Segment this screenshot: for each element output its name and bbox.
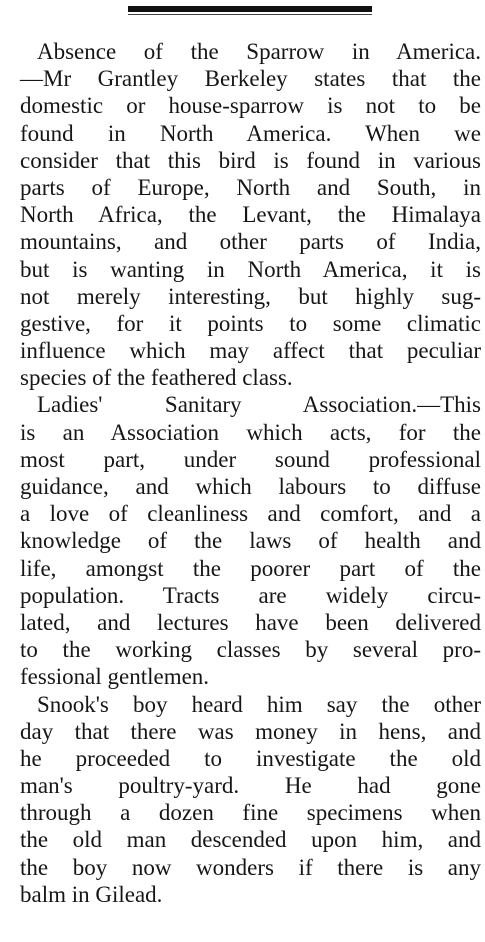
text-line: balm in Gilead. xyxy=(20,881,163,907)
text-line: fessional gentlemen. xyxy=(20,664,210,690)
text-line: a love of cleanliness and comfort, and a xyxy=(20,501,481,527)
paragraph-sparrow xyxy=(20,38,481,391)
top-rule xyxy=(128,6,372,12)
text-line: species of the feathered class. xyxy=(20,365,293,391)
text-line: through a dozen fine specimens when xyxy=(20,800,481,826)
text-line: guidance, and which labours to diffuse xyxy=(20,474,481,499)
text-line: he proceeded to investigate the old xyxy=(20,745,481,771)
text-line: the old man descended upon him, and xyxy=(20,827,481,853)
paragraph-snooks-boy xyxy=(20,691,481,909)
text-line: lated, and lectures have been delivered xyxy=(20,609,481,635)
text-line: Snook's boy heard him say the other xyxy=(37,691,481,717)
text-line: parts of Europe, North and South, in xyxy=(20,174,481,200)
text-line: day that there was money in hens, and xyxy=(20,718,481,744)
text-line: life, amongst the poorer part of the xyxy=(20,555,481,581)
text-line: —Mr Grantley Berkeley states that the xyxy=(20,66,481,92)
text-line: man's poultry-yard. He had gone xyxy=(20,773,481,799)
text-line: influence which may affect that peculiar xyxy=(20,338,481,364)
text-line: to the working classes by several pro- xyxy=(20,637,481,663)
text-line: the boy now wonders if there is any xyxy=(20,854,481,880)
text-line: gestive, for it points to some climatic xyxy=(20,310,481,336)
text-line: domestic or house-sparrow is not to be xyxy=(20,93,481,119)
article-column xyxy=(20,38,481,908)
top-rule-thin xyxy=(128,14,372,15)
text-line: North Africa, the Levant, the Himalaya xyxy=(20,202,481,228)
text-line: mountains, and other parts of India, xyxy=(20,229,481,255)
text-line: consider that this bird is found in various xyxy=(20,147,481,173)
text-line: population. Tracts are widely circu- xyxy=(20,582,481,608)
text-line: Ladies' Sanitary Association.—This xyxy=(37,392,481,418)
text-line: Absence of the Sparrow in America. xyxy=(37,39,481,64)
text-line: not merely interesting, but highly sug- xyxy=(20,283,481,309)
text-line: knowledge of the laws of health and xyxy=(20,528,481,554)
paragraph-sanitary-association xyxy=(20,391,481,690)
text-line: but is wanting in North America, it is xyxy=(20,256,481,282)
text-line: found in North America. When we xyxy=(20,120,481,146)
text-line: most part, under sound professional xyxy=(20,446,481,472)
text-line: is an Association which acts, for the xyxy=(20,419,481,445)
